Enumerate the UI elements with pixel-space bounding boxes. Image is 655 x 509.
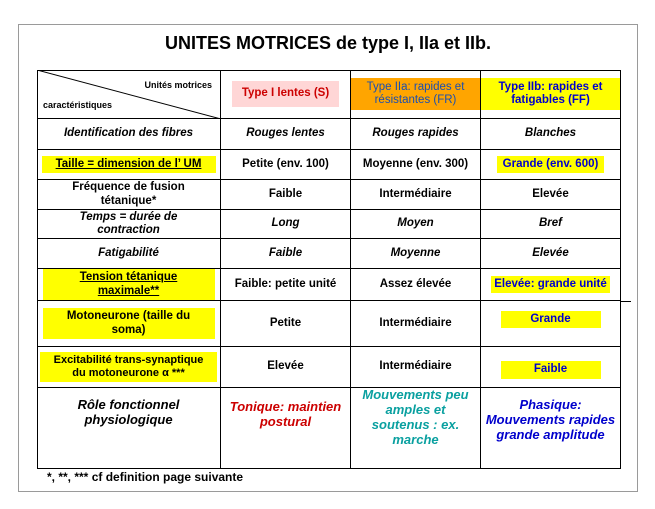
corner-top-label: Unités motrices	[144, 80, 212, 90]
header-type2b	[481, 70, 621, 119]
header-type1-label: Type I lentes (S)	[232, 81, 339, 106]
cell-role-type2b	[481, 388, 621, 469]
corner-bottom-label: caractéristiques	[43, 100, 113, 110]
row-label-frequence	[37, 180, 221, 210]
cell-taille-type2b-text: Grande (env. 600)	[497, 156, 605, 173]
cell-temps-type1: Long	[221, 210, 351, 239]
cell-fatigabilite-type2a: Moyenne	[351, 239, 481, 269]
cell-temps-type2a: Moyen	[351, 210, 481, 239]
cell-role-type2a-text: Mouvements peu amples et soutenus : ex. marche	[362, 387, 469, 447]
cell-temps-type2b: Bref	[481, 210, 621, 239]
cell-role-type2b-text: Phasique: Mouvements rapides grande amplitude	[485, 397, 616, 442]
row-label-excitabilite-text: Excitabilité trans-synaptique du motoneurone α ***	[40, 352, 217, 381]
row-label-frequence-text: Fréquence de fusion tétanique*	[72, 181, 185, 207]
row-label-fatigabilite: Fatigabilité	[37, 239, 221, 269]
cell-taille-type2a: Moyenne (env. 300)	[351, 150, 481, 180]
cell-fatigabilite-type1: Faible	[221, 239, 351, 269]
cell-frequence-type1: Faible	[221, 180, 351, 210]
cell-excitabilite-type2b-text: Faible	[501, 361, 601, 378]
row-label-temps	[37, 210, 221, 239]
cell-excitabilite-type2b	[481, 347, 621, 388]
header-type2a-label: Type IIa: rapides et résistantes (FR)	[351, 78, 480, 110]
row-label-temps-text: Temps = durée de contraction	[79, 210, 178, 236]
cell-taille-type2b	[481, 150, 621, 180]
row-label-motoneurone-text: Motoneurone (taille du soma)	[43, 308, 215, 338]
cell-taille-type1: Petite (env. 100)	[221, 150, 351, 180]
cell-motoneurone-type1: Petite	[221, 301, 351, 347]
page-title: UNITES MOTRICES de type I, IIa et IIb.	[164, 33, 492, 53]
row-label-role-text: Rôle fonctionnel physiologique	[77, 397, 180, 427]
row-label-tension	[37, 269, 221, 301]
diagonal-divider	[37, 70, 221, 119]
cell-tension-type1: Faible: petite unité	[221, 269, 351, 301]
cell-identification-type2a: Rouges rapides	[351, 119, 481, 150]
row-label-identification: Identification des fibres	[37, 119, 221, 150]
row-divider-extension	[621, 301, 631, 302]
cell-tension-type2b	[481, 269, 621, 301]
cell-motoneurone-type2b	[481, 301, 621, 347]
row-label-motoneurone	[37, 301, 221, 347]
cell-motoneurone-type2b-text: Grande	[501, 311, 601, 328]
row-label-tension-text: Tension tétanique maximale**	[43, 269, 215, 299]
cell-identification-type1: Rouges lentes	[221, 119, 351, 150]
cell-tension-type2b-text: Elevée: grande unité	[491, 276, 609, 293]
cell-excitabilite-type2a: Intermédiaire	[351, 347, 481, 388]
row-label-taille	[37, 150, 221, 180]
header-type2a	[351, 70, 481, 119]
cell-frequence-type2a: Intermédiaire	[351, 180, 481, 210]
cell-tension-type2a: Assez élevée	[351, 269, 481, 301]
corner-cell	[37, 70, 221, 119]
row-label-excitabilite	[37, 347, 221, 388]
cell-role-type1-text: Tonique: maintien postural	[229, 399, 342, 429]
header-type2b-label: Type IIb: rapides et fatigables (FF)	[481, 78, 620, 110]
cell-motoneurone-type2a: Intermédiaire	[351, 301, 481, 347]
cell-role-type1	[221, 388, 351, 469]
row-label-taille-text: Taille = dimension de l’ UM	[42, 156, 216, 173]
row-label-role	[37, 388, 221, 469]
cell-fatigabilite-type2b: Elevée	[481, 239, 621, 269]
header-type1	[221, 70, 351, 119]
footnote: *, **, *** cf definition page suivante	[47, 470, 244, 484]
cell-excitabilite-type1: Elevée	[221, 347, 351, 388]
cell-frequence-type2b: Elevée	[481, 180, 621, 210]
cell-identification-type2b: Blanches	[481, 119, 621, 150]
cell-role-type2a	[351, 388, 481, 469]
